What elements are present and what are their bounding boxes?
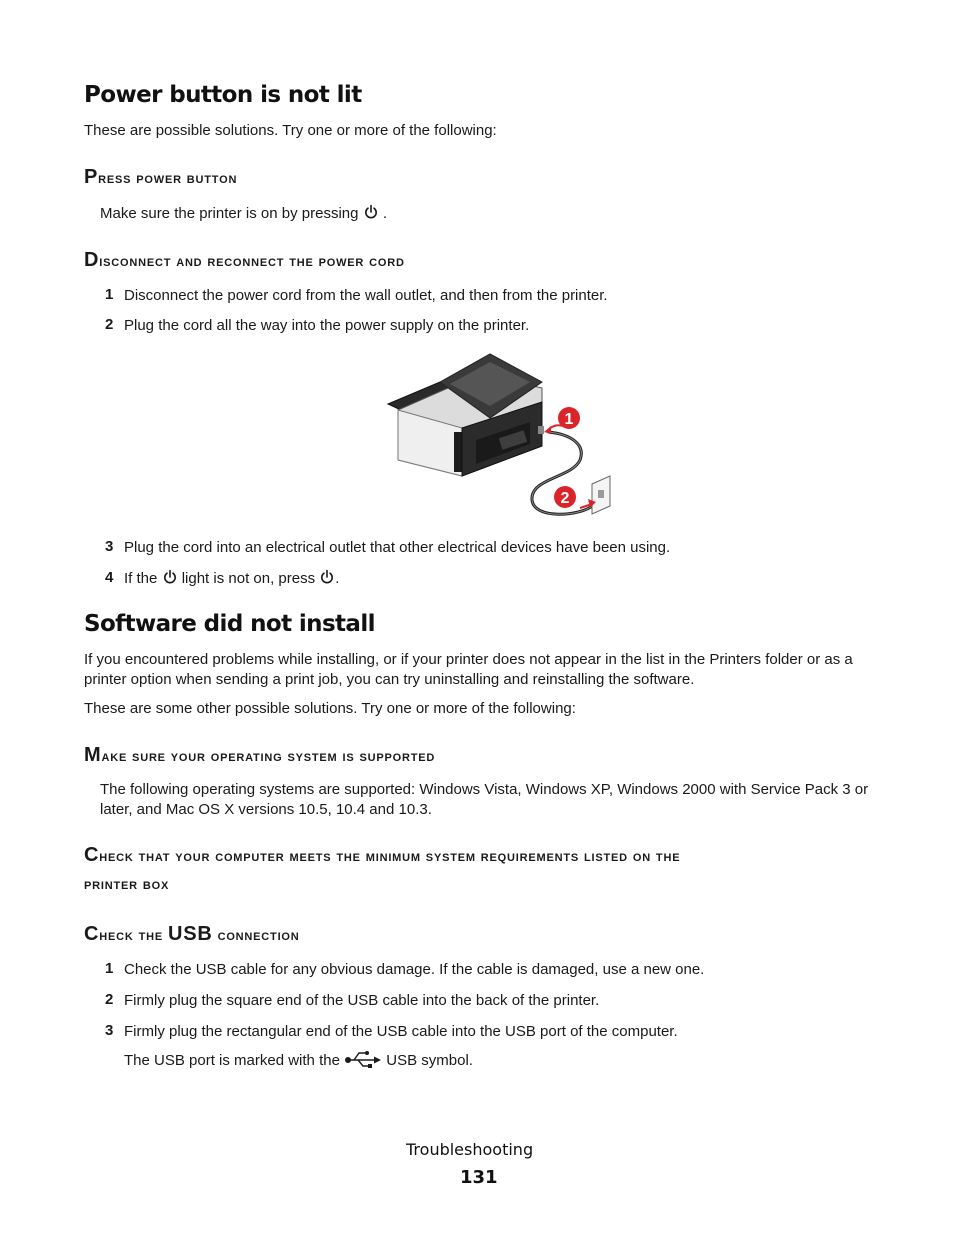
software-intro: If you encountered problems while installing, or if your printer does not appear in the list in the Printers folder or as a printer option when sending a print job, you can try uninstalling and reinstalling the software.	[84, 651, 853, 688]
step-text: Check the USB cable for any obvious damage. If the cable is damaged, use a new one.	[124, 961, 705, 978]
os-supported-text: The following operating systems are supported: Windows Vista, Windows XP, Windows 2000 with Service Pack 3 or later, and Mac OS X versions 10.5, 10.4 and 10.3.	[100, 781, 869, 818]
heading-cap: C	[84, 844, 100, 866]
step-number: 2	[105, 991, 114, 1008]
software-intro-2: These are some other possible solutions. Try one or more of the following:	[84, 700, 576, 717]
heading-cap: C	[84, 923, 100, 945]
heading-cap: P	[84, 166, 99, 188]
heading-cap: D	[84, 249, 100, 271]
step-number: 3	[105, 1022, 114, 1039]
footer-section-label: Troubleshooting	[406, 1140, 534, 1159]
step-number: 1	[105, 960, 114, 977]
power-icon	[319, 569, 335, 585]
heading-part-1: heck the	[99, 927, 168, 944]
heading-rest: isconnect and reconnect the power cord	[99, 253, 405, 270]
step-text: Firmly plug the rectangular end of the USB cable into the USB port of the computer.	[124, 1023, 678, 1040]
section-title-power: Power button is not lit	[84, 82, 362, 108]
power-intro: These are possible solutions. Try one or more of the following:	[84, 122, 497, 139]
heading-rest: ake sure your operating system is supported	[101, 748, 436, 765]
step4-after: .	[335, 570, 340, 587]
step-number: 2	[105, 316, 114, 333]
power-icon	[363, 204, 379, 220]
heading-press-power	[84, 166, 237, 189]
callout-2: 2	[560, 490, 570, 507]
step4-text	[124, 569, 339, 589]
step-text: Plug the cord into an electrical outlet that other electrical devices have been using.	[124, 539, 671, 556]
heading-os-supported	[84, 744, 435, 767]
usb-note	[124, 1050, 473, 1071]
heading-line-1: heck that your computer meets the minimum system requirements listed on the	[99, 848, 681, 865]
press-power-text-after: .	[382, 205, 387, 222]
heading-rest: ress power button	[98, 170, 238, 187]
heading-disconnect	[84, 249, 405, 272]
heading-usb: USB	[167, 923, 213, 945]
step-text: Firmly plug the square end of the USB cable into the back of the printer.	[124, 992, 600, 1009]
usb-icon	[344, 1050, 382, 1068]
press-power-text-before: Make sure the printer is on by pressing	[100, 205, 359, 222]
power-light-icon	[162, 569, 178, 585]
step-text: Plug the cord all the way into the power supply on the printer.	[124, 317, 530, 334]
usb-note-after: USB symbol.	[386, 1052, 473, 1069]
step4-middle: light is not on, press	[181, 570, 316, 587]
heading-usb-connection	[84, 923, 300, 946]
printer-power-cord-illustration	[380, 348, 620, 528]
heading-part-2: connection	[212, 927, 300, 944]
step-text: Disconnect the power cord from the wall outlet, and then from the printer.	[124, 287, 608, 304]
step4-before: If the	[124, 570, 158, 587]
page-number: 131	[460, 1167, 498, 1188]
heading-requirements-line-2: printer box	[84, 876, 170, 893]
step-number: 4	[105, 569, 114, 586]
usb-note-before: The USB port is marked with the	[124, 1052, 340, 1069]
heading-requirements	[84, 844, 680, 867]
step-number: 1	[105, 286, 114, 303]
heading-cap: M	[84, 744, 102, 766]
section-title-software: Software did not install	[84, 611, 375, 637]
step-number: 3	[105, 538, 114, 555]
callout-1: 1	[564, 411, 574, 428]
press-power-text	[100, 204, 387, 224]
